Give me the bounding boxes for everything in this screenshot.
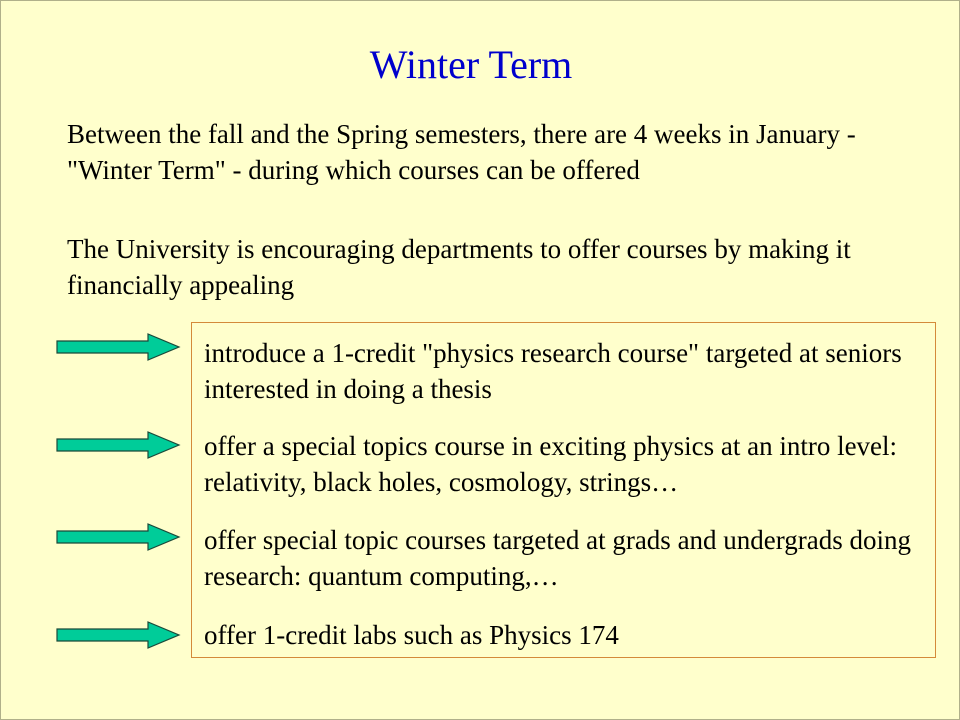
course-options-box (191, 322, 936, 658)
list-item-special-topics-grads: offer special topic courses targeted at grads and undergrads doing research: quantum computing,… (204, 525, 912, 591)
encouragement-paragraph: The University is encouraging departments to offer courses by making it financially appealing (67, 234, 851, 300)
slide-title: Winter Term (369, 42, 573, 87)
list-item-research-course: introduce a 1-credit "physics research course" targeted at seniors interested in doing a thesis (204, 338, 902, 404)
arrow-right-icon (56, 621, 181, 649)
list-item-special-topics-intro: offer a special topics course in exciting physics at an intro level: relativity, black holes, cosmology, strings… (204, 431, 898, 497)
arrow-right-icon (56, 431, 181, 459)
arrow-right-icon (56, 333, 181, 361)
arrow-right-icon (56, 523, 181, 551)
intro-paragraph: Between the fall and the Spring semesters, there are 4 weeks in January - "Winter Term" - during which courses can be offered (67, 119, 856, 185)
list-item-credit-labs: offer 1-credit labs such as Physics 174 (204, 620, 619, 650)
